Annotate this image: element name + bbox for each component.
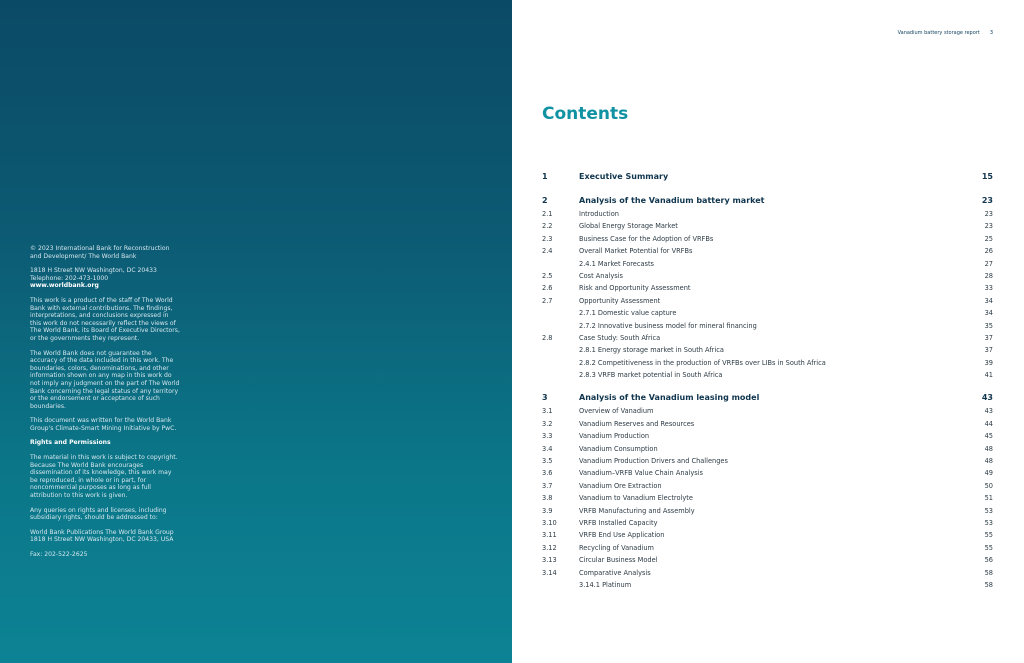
website-link[interactable]: www.worldbank.org <box>30 282 99 290</box>
entry-number: 3.6 <box>542 469 553 478</box>
toc-entry[interactable] <box>542 344 993 356</box>
entry-title: Overview of Vanadium <box>579 407 654 416</box>
toc-entry[interactable] <box>542 233 993 245</box>
entry-title: VRFB Manufacturing and Assembly <box>579 506 695 515</box>
entry-title: 3.14.1 Platinum <box>579 580 632 589</box>
entry-page: 44 <box>984 419 993 428</box>
toc-entry[interactable] <box>542 467 993 479</box>
toc-entry[interactable] <box>542 369 993 381</box>
address-text: 1818 H Street NW Washington, DC 20433 Telephone: 202-473-1000 <box>30 267 157 282</box>
entry-page: 23 <box>984 210 993 218</box>
entry-title: Global Energy Storage Market <box>579 222 678 231</box>
entry-number: 2.3 <box>542 234 553 243</box>
entry-page: 48 <box>984 457 993 466</box>
entry-title: 2.8.3 VRFB market potential in South Africa <box>579 371 723 380</box>
toc-entry[interactable] <box>542 567 993 579</box>
section-3-entries <box>542 405 993 591</box>
entry-title: 2.4.1 Market Forecasts <box>579 259 654 268</box>
entry-number: 2.2 <box>542 222 553 231</box>
toc-entry[interactable] <box>542 270 993 282</box>
entry-page: 45 <box>984 432 993 441</box>
entry-title: Business Case for the Adoption of VRFBs <box>579 234 714 243</box>
toc-entry[interactable] <box>542 505 993 517</box>
authorship-paragraph: This document was written for the World Bank Group's Climate-Smart Mining Initiative by PwC. <box>30 417 177 432</box>
toc-entry[interactable] <box>542 579 993 591</box>
entry-number: 3.11 <box>542 531 557 540</box>
entry-title: Opportunity Assessment <box>579 296 661 305</box>
entry-page: 37 <box>984 346 993 355</box>
entry-title: VRFB End Use Application <box>579 531 665 540</box>
entry-number: 3.4 <box>542 444 553 453</box>
entry-page: 25 <box>984 234 993 243</box>
toc-entry[interactable] <box>542 258 993 270</box>
entry-number: 3.9 <box>542 506 553 515</box>
entry-title: Vanadium Ore Extraction <box>579 481 662 490</box>
entry-page: 34 <box>984 309 993 318</box>
entry-number: 3.7 <box>542 481 553 490</box>
toc-entry[interactable] <box>542 332 993 344</box>
fax-number: Fax: 202-522-2625 <box>30 551 88 558</box>
entry-number: 2.8 <box>542 333 553 342</box>
entry-page: 43 <box>984 407 993 416</box>
toc-entry[interactable] <box>542 542 993 554</box>
table-of-contents <box>542 170 993 591</box>
toc-entry[interactable] <box>542 405 993 417</box>
entry-title: Vanadium–VRFB Value Chain Analysis <box>579 469 703 478</box>
section-page: 15 <box>981 172 993 181</box>
entry-page: 33 <box>984 284 993 293</box>
queries-paragraph: Any queries on rights and licenses, including subsidiary rights, should be addressed to: <box>30 506 167 522</box>
entry-page: 41 <box>984 371 993 380</box>
entry-number: 3.2 <box>542 419 553 428</box>
entry-page: 28 <box>984 271 993 280</box>
entry-page: 26 <box>984 247 993 256</box>
entry-title: 2.7.1 Domestic value capture <box>579 309 677 318</box>
toc-entry[interactable] <box>542 455 993 467</box>
running-head-title: Vanadium battery storage report <box>897 30 980 36</box>
entry-page: 53 <box>984 518 993 527</box>
toc-section-2[interactable] <box>542 194 993 208</box>
toc-entry[interactable] <box>542 357 993 369</box>
entry-number: 2.4 <box>542 247 553 256</box>
entry-title: Recycling of Vanadium <box>579 543 654 552</box>
rights-paragraph: The material in this work is subject to copyright. Because The World Bank encourages dissemination of its knowledge, this work may be reproduced, in whole or in part, for noncommercial purposes as long as full attribution to this work is given. <box>30 454 178 500</box>
entry-title: Vanadium Consumption <box>579 444 658 453</box>
entry-page: 56 <box>984 556 993 565</box>
entry-page: 37 <box>984 333 993 342</box>
toc-entry[interactable] <box>542 554 993 566</box>
entry-page: 53 <box>984 506 993 515</box>
entry-number: 3.3 <box>542 432 553 441</box>
toc-entry[interactable] <box>542 295 993 307</box>
entry-number: 3.14 <box>542 568 557 577</box>
section-page: 23 <box>981 196 993 205</box>
section-2-entries <box>542 208 993 381</box>
toc-entry[interactable] <box>542 208 993 220</box>
toc-entry[interactable] <box>542 480 993 492</box>
entry-title: Case Study: South Africa <box>579 333 661 342</box>
entry-number: 2.6 <box>542 284 553 293</box>
toc-section-3[interactable] <box>542 391 993 405</box>
toc-entry[interactable] <box>542 529 993 541</box>
toc-entry[interactable] <box>542 418 993 430</box>
entry-title: Vanadium Production Drivers and Challenges <box>579 457 728 466</box>
entry-number: 3.10 <box>542 518 557 527</box>
entry-page: 58 <box>984 568 993 577</box>
rights-heading: Rights and Permissions <box>30 439 111 447</box>
disclaimer-paragraph-1: This work is a product of the staff of The World Bank with external contributions. The findings, interpretations, and conclusions expressed in this work do not necessarily reflect the views of The World Bank, its Board of Executive Directors, or the governments they represent. <box>30 296 180 342</box>
address-block <box>30 267 180 290</box>
publications-address: World Bank Publications The World Bank Group 1818 H Street NW Washington, DC 20433, USA <box>30 528 174 544</box>
entry-page: 50 <box>984 481 993 490</box>
toc-entry[interactable] <box>542 430 993 442</box>
entry-title: 2.8.2 Competitiveness in the production of VRFBs over LIBs in South Africa <box>579 358 826 367</box>
entry-number: 3.5 <box>542 457 553 466</box>
entry-page: 39 <box>984 358 993 367</box>
entry-title: Vanadium to Vanadium Electrolyte <box>579 494 693 503</box>
entry-title: VRFB Installed Capacity <box>579 518 658 527</box>
entry-number: 3.12 <box>542 543 557 552</box>
entry-title: Cost Analysis <box>579 271 623 280</box>
page-title: Contents <box>542 104 629 124</box>
entry-page: 27 <box>984 259 993 268</box>
entry-page: 35 <box>984 321 993 330</box>
section-title: Executive Summary <box>579 172 669 181</box>
entry-page: 34 <box>984 296 993 305</box>
page-number: 3 <box>989 30 993 36</box>
disclaimer-paragraph-2: The World Bank does not guarantee the accuracy of the data included in this work. The boundaries, colors, denominations, and other information shown on any map in this work do not imply any judgment on the part of The World Bank concerning the legal status of any territory or the endorsement or acceptance of such boundaries. <box>30 349 180 410</box>
entry-title: 2.8.1 Energy storage market in South Africa <box>579 346 724 355</box>
entry-title: Risk and Opportunity Assessment <box>579 284 691 293</box>
entry-page: 58 <box>984 580 993 589</box>
toc-entry[interactable] <box>542 492 993 504</box>
toc-entry[interactable] <box>542 245 993 257</box>
section-number: 3 <box>542 393 548 403</box>
entry-page: 48 <box>984 444 993 453</box>
running-head <box>898 30 993 36</box>
entry-number: 3.13 <box>542 556 557 565</box>
entry-title: Introduction <box>579 210 619 218</box>
entry-number: 3.1 <box>542 407 553 416</box>
entry-number: 2.1 <box>542 210 553 218</box>
toc-entry[interactable] <box>542 443 993 455</box>
section-page: 43 <box>981 393 993 403</box>
toc-entry[interactable] <box>542 517 993 529</box>
section-title: Analysis of the Vanadium battery market <box>579 196 765 205</box>
entry-page: 23 <box>984 222 993 231</box>
entry-title: Comparative Analysis <box>579 568 651 577</box>
entry-page: 49 <box>984 469 993 478</box>
toc-section-1[interactable] <box>542 170 993 184</box>
toc-entry[interactable] <box>542 220 993 232</box>
entry-title: Vanadium Reserves and Resources <box>579 419 695 428</box>
contents-page <box>512 0 1024 663</box>
entry-title: Overall Market Potential for VRFBs <box>579 247 693 256</box>
toc-entry[interactable] <box>542 320 993 332</box>
section-number: 1 <box>542 172 548 181</box>
entry-title: Circular Business Model <box>579 556 658 565</box>
entry-page: 51 <box>984 494 993 503</box>
entry-number: 3.8 <box>542 494 553 503</box>
toc-entry[interactable] <box>542 282 993 294</box>
entry-title: Vanadium Production <box>579 432 650 441</box>
section-number: 2 <box>542 196 548 205</box>
entry-number: 2.7 <box>542 296 553 305</box>
entry-page: 55 <box>984 531 993 540</box>
toc-entry[interactable] <box>542 307 993 319</box>
section-title: Analysis of the Vanadium leasing model <box>579 393 760 403</box>
imprint <box>30 245 180 566</box>
entry-page: 55 <box>984 543 993 552</box>
entry-title: 2.7.2 Innovative business model for mineral financing <box>579 321 757 330</box>
copyright-text: © 2023 International Bank for Reconstruction and Development/ The World Bank <box>30 245 170 260</box>
entry-number: 2.5 <box>542 271 553 280</box>
